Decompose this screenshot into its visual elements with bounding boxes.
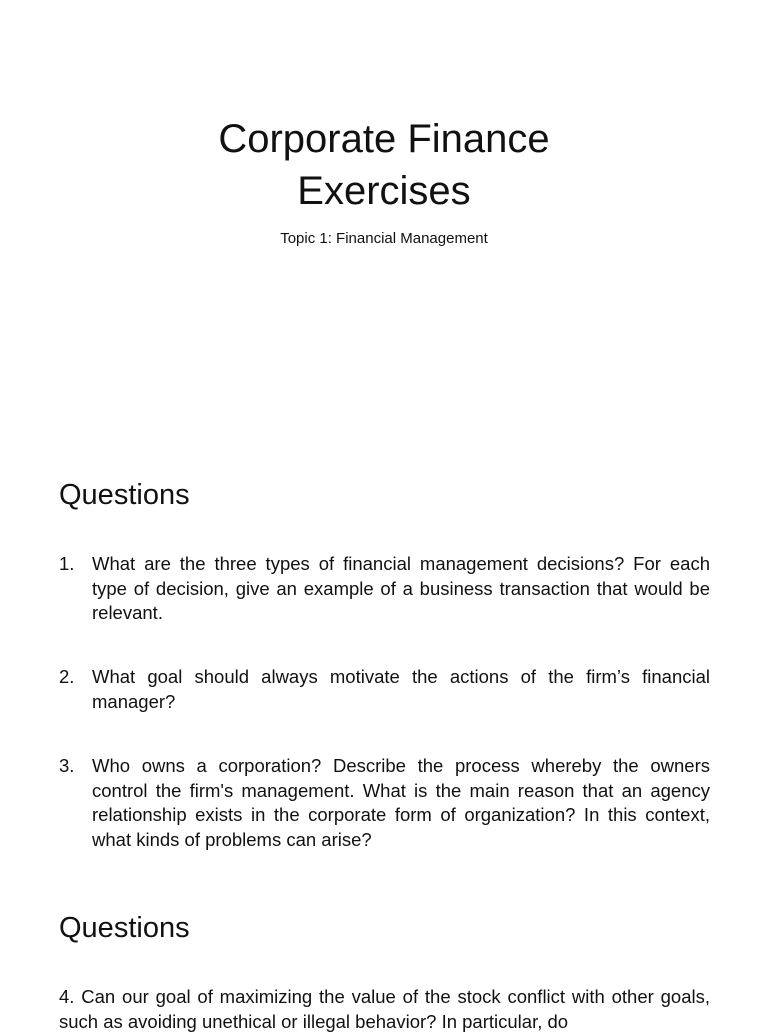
questions-heading-1: Questions — [59, 479, 190, 511]
title-line-2: Exercises — [297, 169, 471, 213]
subtitle: Topic 1: Financial Management — [280, 230, 488, 247]
page-title — [0, 113, 768, 217]
question-1-number: 1. — [59, 553, 75, 574]
question-2 — [59, 665, 710, 714]
title-line-1: Corporate Finance — [218, 117, 550, 161]
question-1-text: What are the three types of financial management decisions? For each type of decision, give an example of a business transaction that would be relevant. — [92, 553, 710, 623]
questions-heading-2: Questions — [59, 912, 190, 944]
question-2-text: What goal should always motivate the actions of the firm’s financial manager? — [92, 666, 710, 712]
question-3-text: Who owns a corporation? Describe the process whereby the owners control the firm's management. What is the main reason that an agency relationship exists in the corporate form of organization? In this context, what kinds of problems can arise? — [92, 755, 710, 850]
question-2-number: 2. — [59, 666, 75, 687]
question-3 — [59, 754, 710, 852]
question-3-number: 3. — [59, 755, 75, 776]
title-slide — [0, 0, 768, 430]
question-4: 4. Can our goal of maximizing the value of the stock conflict with other goals, such as avoiding unethical or illegal behavior? In particular, do — [59, 986, 710, 1032]
question-1 — [59, 552, 710, 626]
